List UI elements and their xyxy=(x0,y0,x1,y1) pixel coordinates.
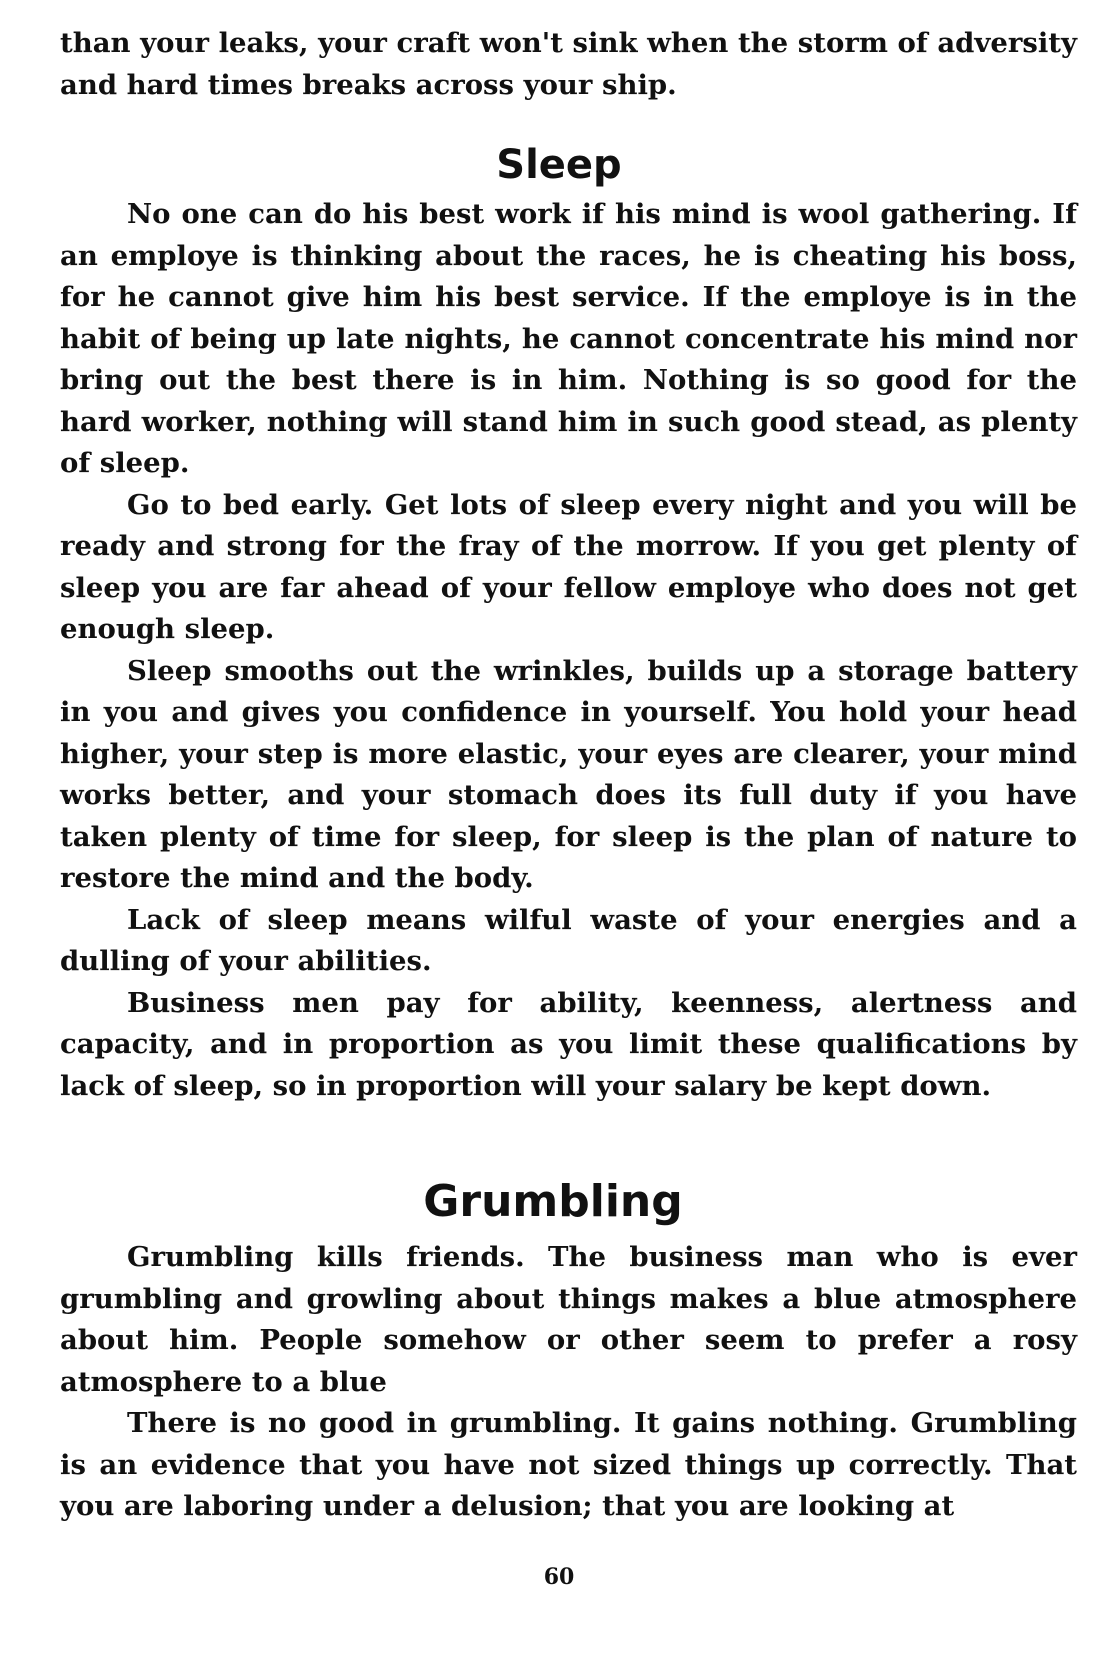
grumbling-section xyxy=(60,1237,1077,1528)
continued-paragraph: than your leaks, your craft won't sink when the storm of adversity and hard times breaks across your ship. xyxy=(60,27,1077,101)
grumbling-paragraph-2: There is no good in grumbling. It gains nothing. Grumbling is an evidence that you have not sized things up correctly. That you are laboring under a delusion; that you are looking at xyxy=(60,1407,1077,1522)
sleep-paragraph-4: Lack of sleep means wilful waste of your energies and a dulling of your abilities. xyxy=(60,903,1077,977)
sleep-paragraph-2: Go to bed early. Get lots of sleep every night and you will be ready and strong for the fray of the morrow. If you get plenty of sleep you are far ahead of your fellow employe who does not get enough sleep. xyxy=(60,488,1077,645)
sleep-paragraph-3: Sleep smooths out the wrinkles, builds up a storage battery in you and gives you confidence in yourself. You hold your head higher, your step is more elastic, your eyes are clearer, your mind works better, and your stomach does its full duty if you have taken plenty of time for sleep, for sleep is the plan of nature to restore the mind and the body. xyxy=(60,654,1077,894)
sleep-paragraph-5: Business men pay for ability, keenness, alertness and capacity, and in proportion as you limit these qualifications by lack of sleep, so in proportion will your salary be kept down. xyxy=(60,986,1077,1102)
page-number: 60 xyxy=(543,1564,575,1590)
grumbling-paragraph-1: Grumbling kills friends. The business man who is ever grumbling and growling about things makes a blue atmosphere about him. People somehow or other seem to prefer a rosy atmosphere to a blue xyxy=(60,1241,1077,1398)
continued-text-block xyxy=(60,23,1077,106)
sleep-heading: Sleep xyxy=(496,142,622,188)
sleep-paragraph-1: No one can do his best work if his mind is wool gathering. If an employe is thinking about the races, he is cheating his boss, for he cannot give him his best service. If the employe is in the habit of being up late nights, he cannot concentrate his mind nor bring out the best there is in him. Nothing is so good for the hard worker, nothing will stand him in such good stead, as plenty of sleep. xyxy=(60,198,1077,479)
sleep-section xyxy=(60,194,1077,1107)
grumbling-heading: Grumbling xyxy=(423,1176,683,1227)
